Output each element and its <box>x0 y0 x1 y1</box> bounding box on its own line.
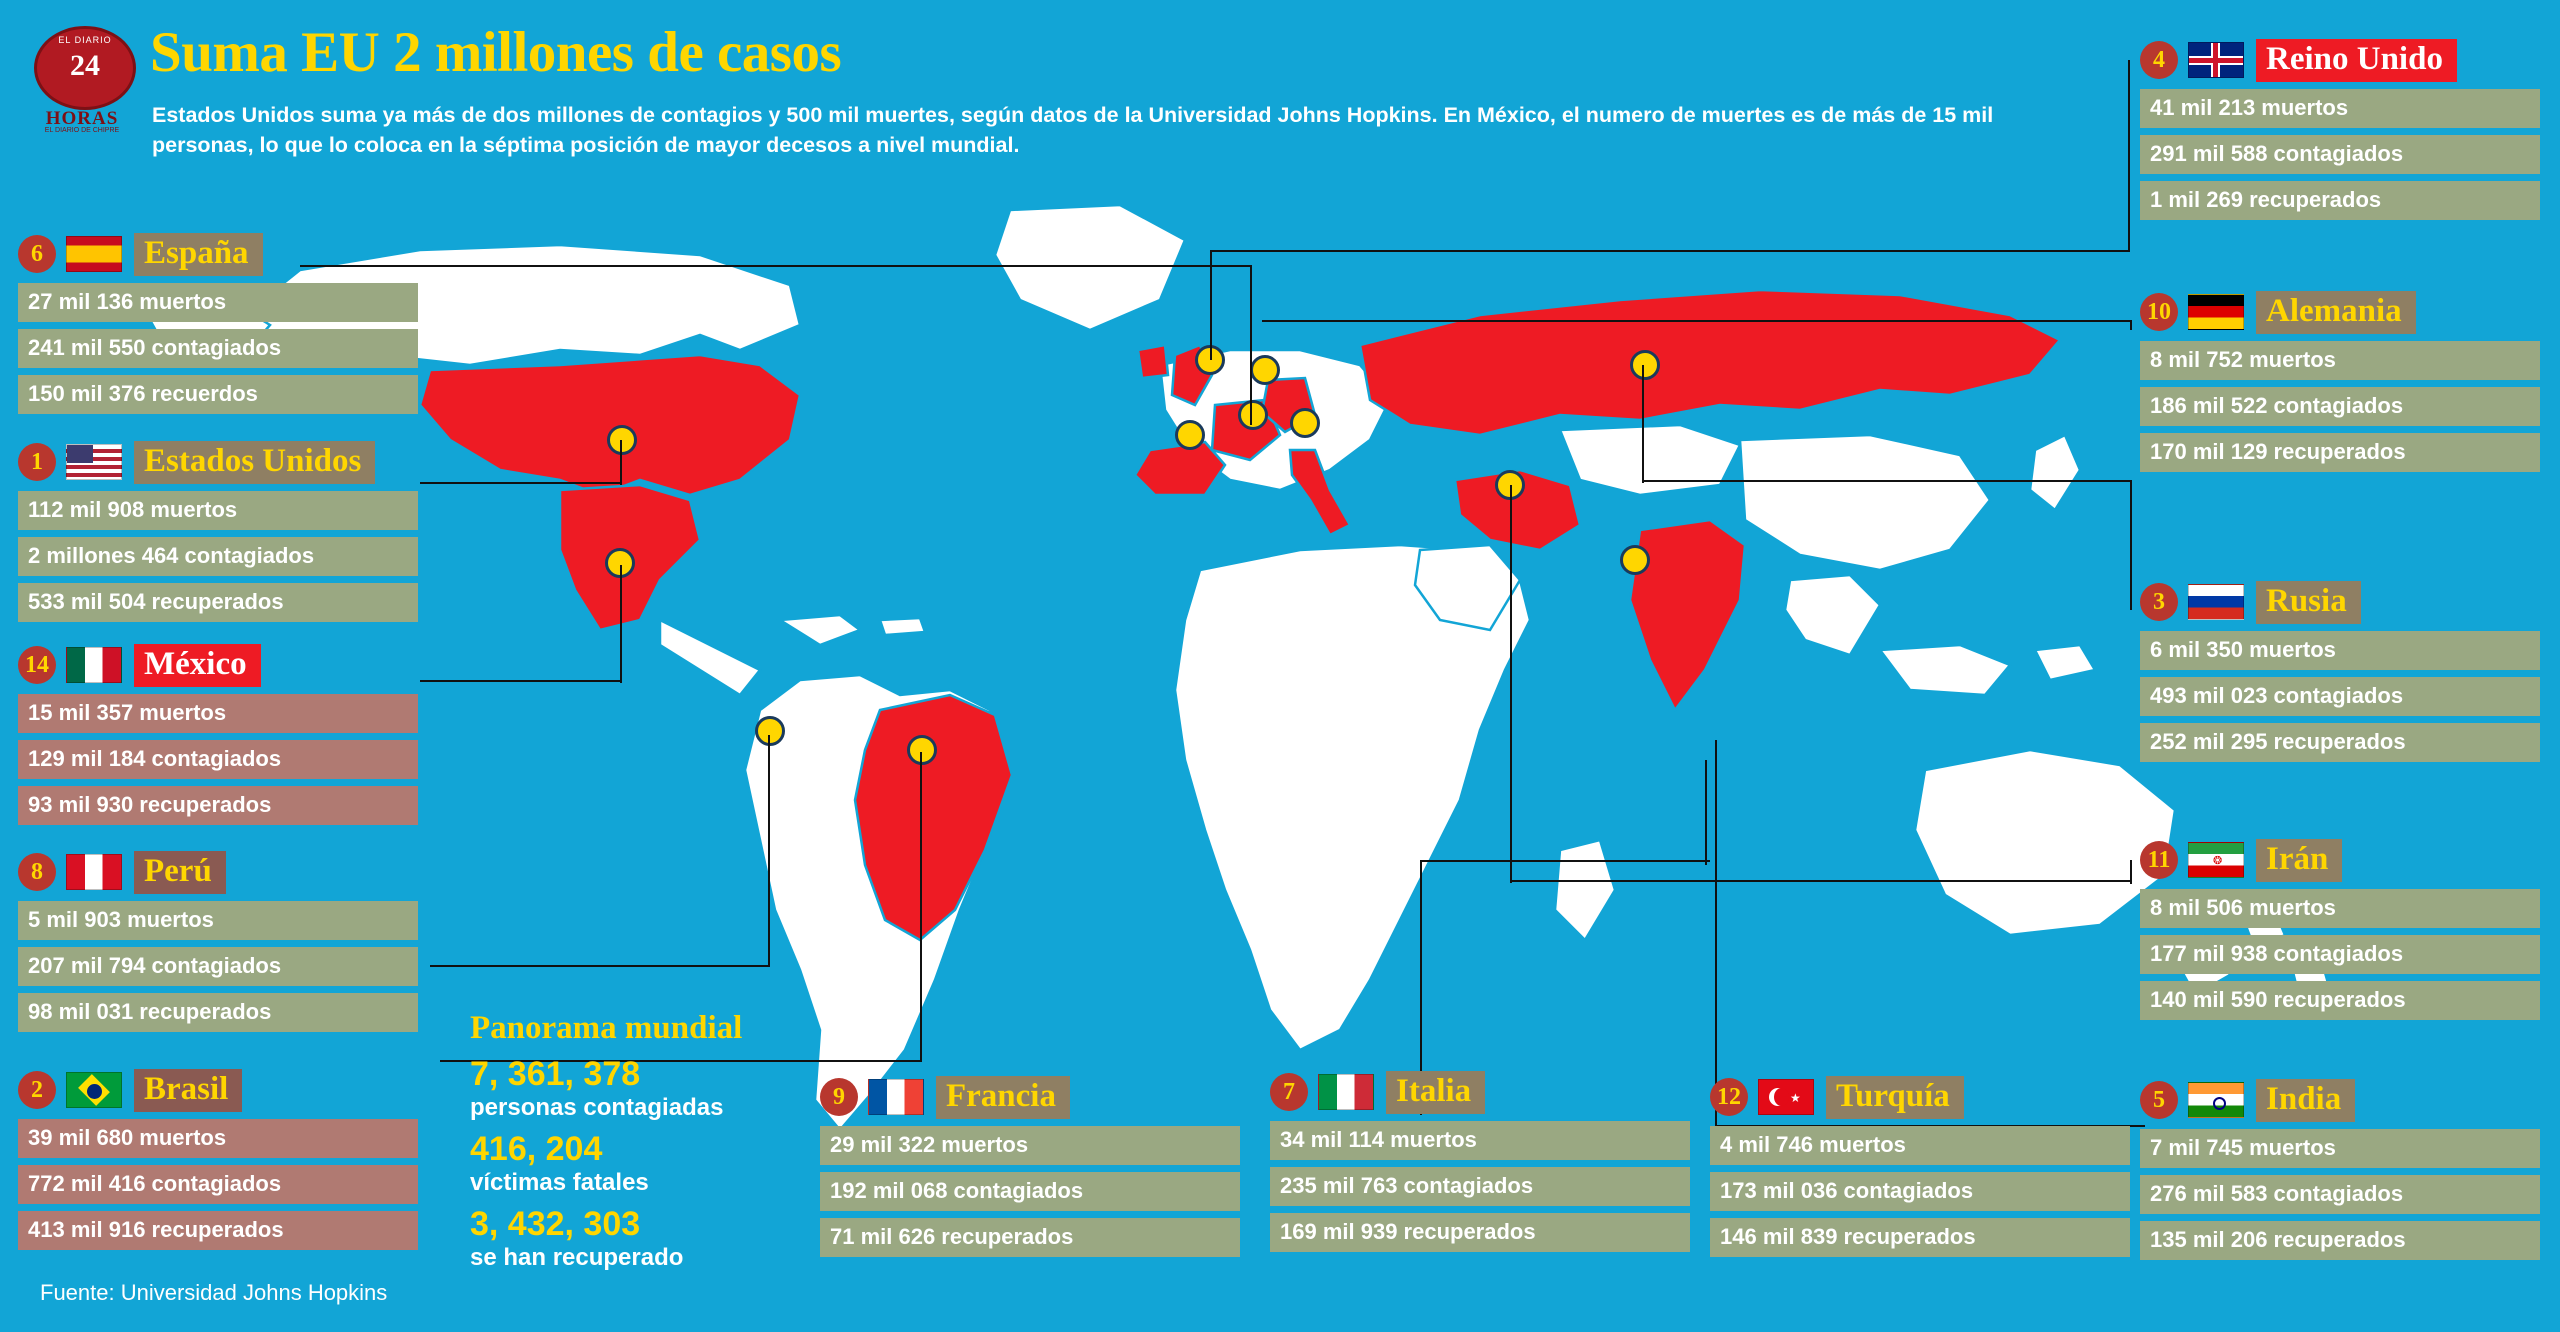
source-note: Fuente: Universidad Johns Hopkins <box>40 1280 388 1305</box>
country-card-india[interactable] <box>2140 1078 2540 1260</box>
map-marker-france[interactable] <box>1238 400 1268 430</box>
deaths-row: 5 mil 903 muertos <box>18 901 418 940</box>
country-card-espana[interactable] <box>18 232 418 414</box>
logo-word: HORAS <box>45 108 119 129</box>
cases-row: 772 mil 416 contagiados <box>18 1165 418 1204</box>
page-deck: Estados Unidos suma ya más de dos millones de contagios y 500 mil muertes, según datos de la Universidad Johns Hopkins. En México, el numero de muertes es de más de 15 mil personas, lo que lo coloca en la séptima posición de mayor decesos a nivel mundial. <box>152 103 1994 157</box>
country-name: Estados Unidos <box>134 441 375 484</box>
country-card-francia[interactable] <box>820 1075 1240 1257</box>
rank-badge: 2 <box>18 1071 56 1109</box>
country-card-peru[interactable] <box>18 850 418 1032</box>
connector-russia <box>1642 480 2132 482</box>
germany-flag <box>2188 294 2244 330</box>
usa-flag <box>66 444 122 480</box>
connector-russia-v2 <box>1642 365 1644 483</box>
logo-number: 24 <box>70 49 100 82</box>
map-marker-spain[interactable] <box>1175 420 1205 450</box>
cases-row: 235 mil 763 contagiados <box>1270 1167 1690 1206</box>
uk-flag <box>2188 42 2244 78</box>
connector-italy-h <box>1420 860 1710 862</box>
country-card-turquia[interactable] <box>1710 1075 2130 1257</box>
country-name: Perú <box>134 851 226 894</box>
cases-row: 207 mil 794 contagiados <box>18 947 418 986</box>
recovered-row: 98 mil 031 recuperados <box>18 993 418 1032</box>
rank-badge: 4 <box>2140 41 2178 79</box>
recovered-row: 140 mil 590 recuperados <box>2140 981 2540 1020</box>
italy-flag <box>1318 1074 1374 1110</box>
card-header <box>18 440 418 484</box>
brazil-flag <box>66 1072 122 1108</box>
recovered-row: 135 mil 206 recuperados <box>2140 1221 2540 1260</box>
rank-badge: 10 <box>2140 293 2178 331</box>
recovered-row: 413 mil 916 recuperados <box>18 1211 418 1250</box>
rank-badge: 6 <box>18 235 56 273</box>
connector-uk-v <box>1210 250 1212 360</box>
country-name: Italia <box>1386 1071 1485 1114</box>
card-header <box>2140 580 2540 624</box>
country-name: Brasil <box>134 1069 242 1112</box>
country-card-alemania[interactable] <box>2140 290 2540 472</box>
rank-badge: 1 <box>18 443 56 481</box>
card-header <box>18 850 418 894</box>
cases-row: 173 mil 036 contagiados <box>1710 1172 2130 1211</box>
cases-row: 291 mil 588 contagiados <box>2140 135 2540 174</box>
deaths-row: 15 mil 357 muertos <box>18 694 418 733</box>
panorama-deaths-number: 416, 204 <box>470 1130 603 1168</box>
panorama-deaths-label: víctimas fatales <box>470 1169 649 1196</box>
russia-flag <box>2188 584 2244 620</box>
connector-mexico <box>420 680 620 682</box>
connector-germany-v <box>2130 320 2132 330</box>
deaths-row: 27 mil 136 muertos <box>18 283 418 322</box>
country-name: Alemania <box>2256 291 2416 334</box>
deaths-row: 112 mil 908 muertos <box>18 491 418 530</box>
country-name: Francia <box>936 1076 1070 1119</box>
country-card-rusia[interactable] <box>2140 580 2540 762</box>
card-header <box>18 643 418 687</box>
rank-badge: 12 <box>1710 1078 1748 1116</box>
country-name: Rusia <box>2256 581 2361 624</box>
page-title: Suma EU 2 millones de casos <box>150 21 842 84</box>
connector-brazil-v <box>920 752 922 1062</box>
map-marker-usa[interactable] <box>607 425 637 455</box>
cases-row: 192 mil 068 contagiados <box>820 1172 1240 1211</box>
france-flag <box>868 1079 924 1115</box>
connector-iran <box>1510 880 2130 882</box>
deaths-row: 34 mil 114 muertos <box>1270 1121 1690 1160</box>
logo-arc-text: EL DIARIO <box>58 35 112 45</box>
logo-disc <box>34 26 136 110</box>
card-header <box>2140 838 2540 882</box>
connector-spain-v <box>1250 265 1252 425</box>
connector-uk-h <box>1210 250 2130 252</box>
country-card-italia[interactable] <box>1270 1070 1690 1252</box>
card-header <box>18 1068 418 1112</box>
turkey-flag: ★ <box>1758 1079 1814 1115</box>
panorama-recovered-number: 3, 432, 303 <box>470 1205 641 1243</box>
card-header <box>18 232 418 276</box>
rank-badge: 8 <box>18 853 56 891</box>
connector-uk-v2 <box>2128 60 2130 252</box>
connector-peru-v <box>768 735 770 967</box>
iran-flag: ❂ <box>2188 842 2244 878</box>
country-name: México <box>134 644 261 687</box>
recovered-row: 71 mil 626 recuperados <box>820 1218 1240 1257</box>
connector-iran-v2 <box>2130 860 2132 884</box>
india-flag <box>2188 1082 2244 1118</box>
country-card-reino-unido[interactable] <box>2140 38 2540 220</box>
country-name: Reino Unido <box>2256 39 2457 82</box>
map-marker-peru[interactable] <box>755 716 785 746</box>
deaths-row: 29 mil 322 muertos <box>820 1126 1240 1165</box>
logo-tagline: EL DIARIO DE CHIPRE <box>44 127 120 134</box>
connector-usa-v <box>620 440 622 485</box>
mexico-flag <box>66 647 122 683</box>
recovered-row: 150 mil 376 recuerdos <box>18 375 418 414</box>
connector-germany <box>1262 320 2132 322</box>
recovered-row: 533 mil 504 recuperados <box>18 583 418 622</box>
recovered-row: 170 mil 129 recuperados <box>2140 433 2540 472</box>
connector-india-v <box>1715 740 1717 1128</box>
country-card-estados-unidos[interactable] <box>18 440 418 622</box>
country-card-iran[interactable] <box>2140 838 2540 1020</box>
country-card-brasil[interactable] <box>18 1068 418 1250</box>
connector-russia-v <box>2130 480 2132 610</box>
connector-turkey-v <box>1705 760 1707 865</box>
rank-badge: 9 <box>820 1078 858 1116</box>
deaths-row: 6 mil 350 muertos <box>2140 631 2540 670</box>
publication-logo <box>30 22 138 134</box>
peru-flag <box>66 854 122 890</box>
recovered-row: 1 mil 269 recuperados <box>2140 181 2540 220</box>
cases-row: 493 mil 023 contagiados <box>2140 677 2540 716</box>
card-header <box>2140 290 2540 334</box>
map-marker-russia[interactable] <box>1630 350 1660 380</box>
rank-badge: 14 <box>18 646 56 684</box>
rank-badge: 5 <box>2140 1081 2178 1119</box>
cases-row: 177 mil 938 contagiados <box>2140 935 2540 974</box>
panorama-cases-label: personas contagiadas <box>470 1094 724 1121</box>
panorama-cases-number: 7, 361, 378 <box>470 1055 641 1093</box>
recovered-row: 252 mil 295 recuperados <box>2140 723 2540 762</box>
spain-flag <box>66 236 122 272</box>
cases-row: 186 mil 522 contagiados <box>2140 387 2540 426</box>
deaths-row: 41 mil 213 muertos <box>2140 89 2540 128</box>
deaths-row: 8 mil 752 muertos <box>2140 341 2540 380</box>
deaths-row: 4 mil 746 muertos <box>1710 1126 2130 1165</box>
connector-spain <box>300 265 1250 267</box>
rank-badge: 7 <box>1270 1073 1308 1111</box>
card-header <box>1710 1075 2130 1119</box>
country-name: India <box>2256 1079 2355 1122</box>
cases-row: 2 millones 464 contagiados <box>18 537 418 576</box>
connector-mexico-v <box>620 565 622 683</box>
map-marker-india[interactable] <box>1620 545 1650 575</box>
recovered-row: 169 mil 939 recuperados <box>1270 1213 1690 1252</box>
map-marker-italy[interactable] <box>1290 408 1320 438</box>
deaths-row: 7 mil 745 muertos <box>2140 1129 2540 1168</box>
cases-row: 276 mil 583 contagiados <box>2140 1175 2540 1214</box>
connector-usa <box>420 482 620 484</box>
map-marker-germany[interactable] <box>1250 355 1280 385</box>
country-name: Turquía <box>1826 1076 1964 1119</box>
cases-row: 241 mil 550 contagiados <box>18 329 418 368</box>
rank-badge: 3 <box>2140 583 2178 621</box>
panorama-title: Panorama mundial <box>470 1010 743 1046</box>
recovered-row: 146 mil 839 recuperados <box>1710 1218 2130 1257</box>
connector-iran-v <box>1510 485 1512 883</box>
recovered-row: 93 mil 930 recuperados <box>18 786 418 825</box>
deaths-row: 39 mil 680 muertos <box>18 1119 418 1158</box>
rank-badge: 11 <box>2140 841 2178 879</box>
card-header <box>2140 38 2540 82</box>
deaths-row: 8 mil 506 muertos <box>2140 889 2540 928</box>
country-name: España <box>134 233 263 276</box>
card-header <box>2140 1078 2540 1122</box>
connector-peru <box>430 965 770 967</box>
card-header <box>820 1075 1240 1119</box>
cases-row: 129 mil 184 contagiados <box>18 740 418 779</box>
map-marker-brazil[interactable] <box>907 735 937 765</box>
panorama-recovered-label: se han recuperado <box>470 1244 684 1271</box>
card-header <box>1270 1070 1690 1114</box>
country-card-mexico[interactable] <box>18 643 418 825</box>
country-name: Irán <box>2256 839 2342 882</box>
